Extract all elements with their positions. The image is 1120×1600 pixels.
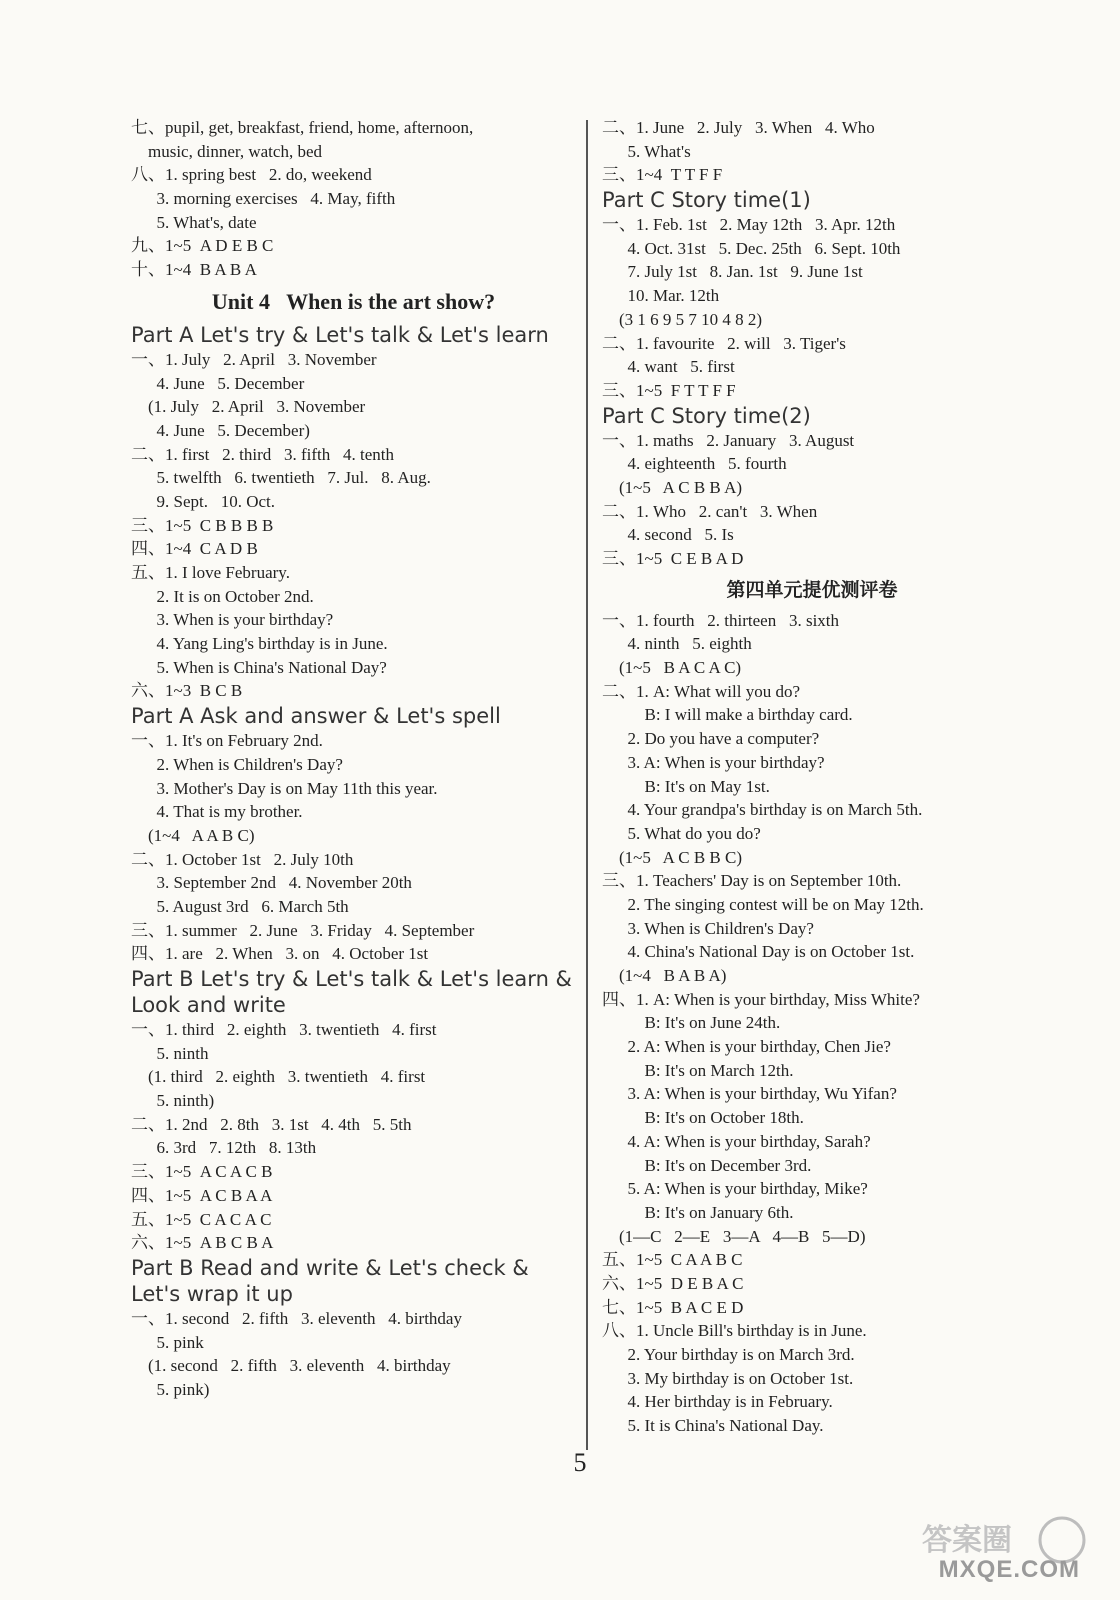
answer-line: 四、1. are 2. When 3. on 4. October 1st — [131, 944, 429, 964]
answer-line: 5. pink — [131, 1332, 204, 1352]
answer-line: B: It's on March 12th. — [602, 1060, 794, 1080]
answer-line: 4. eighteenth 5. fourth — [602, 454, 787, 474]
page-number: 5 — [573, 1448, 587, 1477]
answer-line: 一、1. It's on February 2nd. — [131, 731, 323, 751]
answer-line: (1. July 2. April 3. November — [131, 397, 366, 417]
answer-line: 5. A: When is your birthday, Mike? — [602, 1179, 868, 1199]
answer-line: 7. July 1st 8. Jan. 1st 9. June 1st — [602, 262, 863, 282]
answer-line: (1. third 2. eighth 3. twentieth 4. first — [131, 1067, 426, 1087]
answer-line: 4. China's National Day is on October 1st. — [602, 942, 915, 962]
answer-line: 4. June 5. December) — [131, 420, 310, 440]
answer-line: 4. June 5. December — [131, 373, 305, 393]
answer-line: (1~4 B A B A) — [602, 966, 727, 985]
answer-line: 4. Yang Ling's birthday is in June. — [131, 634, 388, 654]
answer-line: 4. Oct. 31st 5. Dec. 25th 6. Sept. 10th — [602, 238, 901, 258]
answer-line: 5. What's — [602, 141, 691, 161]
answer-line: 5. It is China's National Day. — [602, 1416, 824, 1436]
answer-line: 三、1~5 C B B B B — [131, 515, 274, 535]
answer-line: 八、1. Uncle Bill's birthday is in June. — [602, 1321, 867, 1341]
answer-line: 5. When is China's National Day? — [131, 657, 387, 677]
answer-line: 4. Your grandpa's birthday is on March 5th. — [602, 800, 923, 820]
answer-line: (1~5 A C B B A) — [602, 477, 743, 497]
answer-line: 3. A: When is your birthday? — [602, 752, 825, 772]
answer-line: 5. What do you do? — [602, 823, 761, 843]
answer-line: 一、1. Feb. 1st 2. May 12th 3. Apr. 12th — [602, 215, 896, 235]
answer-line: 2. The singing contest will be on May 12th. — [602, 894, 924, 914]
answer-line: 一、1. third 2. eighth 3. twentieth 4. first — [131, 1020, 437, 1039]
answer-line: (1~4 A A B C) — [131, 825, 255, 845]
answer-line: B: I will make a birthday card. — [602, 705, 853, 725]
answer-line: 4. A: When is your birthday, Sarah? — [602, 1131, 871, 1151]
answer-line: 一、1. second 2. fifth 3. eleventh 4. birthday — [131, 1308, 462, 1328]
answer-line: 二、1. first 2. third 3. fifth 4. tenth — [131, 444, 395, 464]
answer-line: 10. Mar. 12th — [602, 286, 720, 306]
answer-line: 3. September 2nd 4. November 20th — [131, 873, 412, 893]
answer-line: 9. Sept. 10. Oct. — [131, 491, 276, 511]
answer-line: 4. second 5. Is — [602, 525, 734, 545]
answer-line: 5. pink) — [131, 1379, 210, 1399]
answer-line: 2. A: When is your birthday, Chen Jie? — [602, 1037, 891, 1057]
answer-line: 2. Your birthday is on March 3rd. — [602, 1345, 855, 1364]
answer-line: 三、1~5 F T T F F — [602, 380, 736, 400]
answer-line: 5. ninth) — [131, 1091, 215, 1111]
answer-line: 十、1~4 B A B A — [131, 260, 257, 280]
watermark-url: MXQE.COM — [938, 1556, 1080, 1583]
answer-line: 三、1~4 T T F F — [602, 165, 723, 185]
answer-line: 六、1~5 D E B A C — [602, 1273, 744, 1293]
section-heading: Part A Ask and answer & Let's spell — [131, 704, 501, 729]
answer-line: 四、1~5 A C B A A — [131, 1185, 273, 1205]
answer-line: B: It's on October 18th. — [602, 1108, 804, 1128]
answer-line: 八、1. spring best 2. do, weekend — [131, 165, 372, 185]
answer-line: 三、1. Teachers' Day is on September 10th. — [602, 871, 902, 891]
answer-line: 九、1~5 A D E B C — [131, 236, 274, 256]
answer-line: 二、1. October 1st 2. July 10th — [131, 849, 354, 869]
answer-line: 二、1. favourite 2. will 3. Tiger's — [602, 333, 846, 353]
answer-line: 4. ninth 5. eighth — [602, 634, 752, 654]
section-heading: Part C Story time(1) — [602, 188, 811, 213]
section-heading: Part C Story time(2) — [602, 403, 811, 428]
answer-line: 4. That is my brother. — [131, 802, 303, 822]
section-heading: Part B Read and write & Let's check & Let's wrap it up — [131, 1255, 529, 1306]
answer-line: 一、1. fourth 2. thirteen 3. sixth — [602, 610, 840, 630]
answer-line: 3. Mother's Day is on May 11th this year. — [131, 778, 438, 798]
test-title: 第四单元提优测评卷 — [726, 578, 898, 601]
answer-line: 三、1. summer 2. June 3. Friday 4. September — [131, 920, 475, 940]
watermark-logo-text: 答案圈 — [922, 1523, 1012, 1558]
answer-line: 一、1. July 2. April 3. November — [131, 349, 377, 369]
answer-line: 三、1~5 C E B A D — [602, 549, 744, 568]
answer-line: B: It's on December 3rd. — [602, 1155, 812, 1175]
answer-line: B: It's on June 24th. — [602, 1013, 781, 1033]
answer-line: 3. morning exercises 4. May, fifth — [131, 189, 396, 209]
answer-line: 五、1~5 C A A B C — [602, 1250, 743, 1270]
answer-line: (3 1 6 9 5 7 10 4 8 2) — [602, 309, 763, 329]
answer-line: 5. twelfth 6. twentieth 7. Jul. 8. Aug. — [131, 468, 431, 488]
left-column — [131, 116, 576, 1402]
answer-line: 6. 3rd 7. 12th 8. 13th — [131, 1138, 317, 1158]
answer-line: 七、1~5 B A C E D — [602, 1297, 744, 1317]
column-divider — [586, 120, 588, 1450]
unit-title: Unit 4 When is the art show? — [211, 288, 496, 314]
answer-line: 2. It is on October 2nd. — [131, 586, 314, 606]
answer-line: 5. What's, date — [131, 212, 257, 232]
answer-line: 4. want 5. first — [602, 357, 735, 377]
section-heading: Part A Let's try & Let's talk & Let's learn — [131, 322, 549, 347]
answer-line: 5. August 3rd 6. March 5th — [131, 896, 349, 916]
answer-line: 二、1. June 2. July 3. When 4. Who — [602, 118, 875, 137]
answer-line: 五、1~5 C A C A C — [131, 1209, 272, 1229]
answer-line: 二、1. 2nd 2. 8th 3. 1st 4. 4th 5. 5th — [131, 1114, 412, 1134]
answer-line: 5. ninth — [131, 1043, 209, 1063]
answer-line: 四、1. A: When is your birthday, Miss White? — [602, 989, 920, 1009]
watermark — [902, 1512, 1102, 1592]
answer-line: (1—C 2—E 3—A 4—B 5—D) — [602, 1226, 866, 1246]
answer-line: 一、1. maths 2. January 3. August — [602, 430, 855, 450]
answer-line: (1~5 B A C A C) — [602, 658, 742, 678]
right-column — [602, 116, 1022, 1438]
answer-line: music, dinner, watch, bed — [131, 141, 322, 161]
answer-line: 七、pupil, get, breakfast, friend, home, afternoon, — [131, 118, 474, 137]
answer-line: 3. When is Children's Day? — [602, 918, 814, 938]
answer-line: 三、1~5 A C A C B — [131, 1162, 273, 1182]
answer-line: 2. Do you have a computer? — [602, 729, 820, 749]
answer-line: 2. When is Children's Day? — [131, 754, 343, 774]
section-heading: Part B Let's try & Let's talk & Let's learn & Look and write — [131, 967, 572, 1017]
answer-line: B: It's on January 6th. — [602, 1202, 794, 1222]
answer-line: 二、1. A: What will you do? — [602, 681, 800, 701]
answer-line: 3. My birthday is on October 1st. — [602, 1368, 854, 1388]
answer-line: (1~5 A C B B C) — [602, 847, 743, 867]
answer-line: (1. second 2. fifth 3. eleventh 4. birthday — [131, 1356, 451, 1376]
answer-line: 3. When is your birthday? — [131, 610, 334, 630]
answer-line: 二、1. Who 2. can't 3. When — [602, 501, 818, 521]
answer-line: 四、1~4 C A D B — [131, 539, 258, 559]
answer-line: B: It's on May 1st. — [602, 776, 770, 796]
answer-line: 4. Her birthday is in February. — [602, 1392, 833, 1412]
answer-line: 六、1~3 B C B — [131, 681, 243, 701]
answer-line: 六、1~5 A B C B A — [131, 1233, 274, 1253]
answer-line: 五、1. I love February. — [131, 563, 290, 582]
answer-line: 3. A: When is your birthday, Wu Yifan? — [602, 1084, 897, 1104]
